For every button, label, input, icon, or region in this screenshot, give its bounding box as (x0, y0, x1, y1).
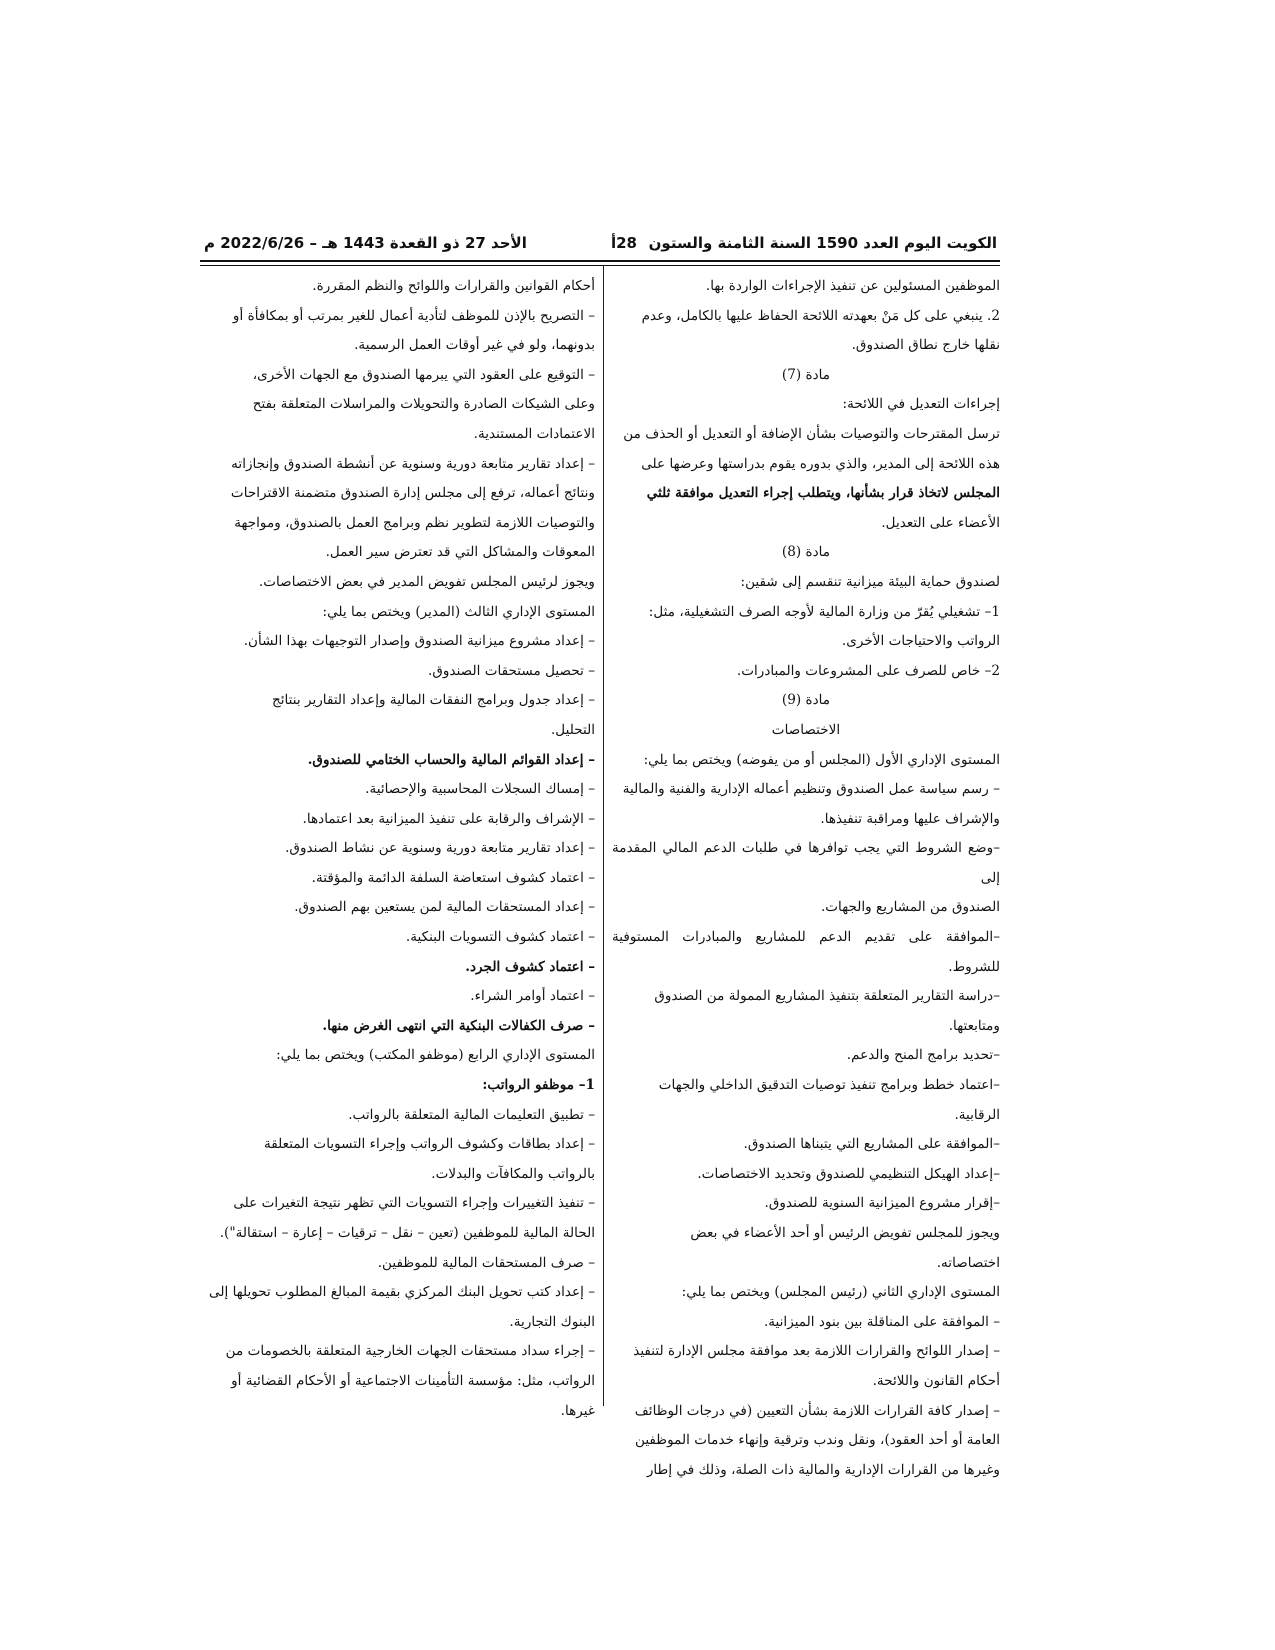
text-line: –إقرار مشروع الميزانية السنوية للصندوق. (764, 1195, 1000, 1212)
text-line: 1– موظفو الرواتب: (482, 1077, 595, 1094)
text-line: الصندوق من المشاريع والجهات. (820, 899, 1000, 916)
text-line: الاختصاصات (771, 721, 841, 738)
right-column (612, 272, 1000, 1485)
text-line: –الموافقة على تقديم الدعم للمشاريع والمبادرات المستوفية للشروط. (612, 929, 1000, 975)
header-rule (200, 260, 1000, 262)
text-line: الاعتمادات المستندية. (473, 425, 595, 442)
text-line: أحكام القوانين والقرارات واللوائح والنظم المقررة. (312, 278, 595, 294)
left-column (200, 272, 595, 1426)
text-line: – التصريح بالإذن للموظف لتأدية أعمال للغير بمرتب أو بمكافأة أو (232, 307, 595, 324)
text-line: – اعتماد كشوف استعاضة السلفة الدائمة والمؤقتة. (311, 869, 595, 886)
text-line: المستوى الإداري الأول (المجلس أو من يفوضه) ويختص بما يلي: (643, 751, 1000, 768)
text-line: نقلها خارج نطاق الصندوق. (851, 337, 1000, 354)
text-line: –إعداد الهيكل التنظيمي للصندوق وتحديد الاختصاصات. (697, 1165, 1000, 1182)
header-page-number: 28أ (610, 234, 637, 252)
text-line: لصندوق حماية البيئة ميزانية تنقسم إلى شقين: (740, 573, 1000, 590)
text-line: وغيرها من القرارات الإدارية والمالية ذات الصلة، وذلك في إطار (646, 1461, 1000, 1478)
header-publication: الكويت اليوم العدد 1590 السنة الثامنة والستون (648, 234, 997, 252)
text-line: – إعداد مشروع ميزانية الصندوق وإصدار التوجيهات بهذا الشأن. (243, 633, 595, 650)
text-line: –تحديد برامج المنح والدعم. (846, 1047, 1000, 1064)
text-line: – إعداد المستحقات المالية لمن يستعين بهم الصندوق. (294, 899, 595, 916)
text-line: غيرها. (560, 1402, 595, 1419)
text-line: – إصدار كافة القرارات اللازمة بشأن التعيين (في درجات الوظائف (634, 1402, 1000, 1419)
text-line: –الموافقة على المشاريع التي يتبناها الصندوق. (743, 1136, 1000, 1153)
text-line: – تنفيذ التغييرات وإجراء التسويات التي تظهر نتيجة التغيرات على (233, 1195, 595, 1212)
column-divider (603, 266, 604, 1406)
text-line: – إمساك السجلات المحاسبية والإحصائية. (365, 781, 595, 798)
text-line: 2– خاص للصرف على المشروعات والمبادرات. (736, 662, 1000, 679)
text-line: المستوى الإداري الثاني (رئيس المجلس) ويختص بما يلي: (681, 1284, 1000, 1301)
text-line: الموظفين المسئولين عن تنفيذ الإجراءات الواردة بها. (705, 278, 1000, 294)
text-line: – إصدار اللوائح والقرارات اللازمة بعد موافقة مجلس الإدارة لتنفيذ (633, 1343, 1000, 1360)
header-rule-thin (200, 265, 1000, 266)
page-header (204, 234, 997, 258)
text-line: – التوقيع على العقود التي يبرمها الصندوق مع الجهات الأخرى، (252, 366, 595, 383)
text-line: الأعضاء على التعديل. (881, 514, 1000, 531)
text-line: ومتابعتها. (948, 1017, 1000, 1034)
text-line: – إعداد كتب تحويل البنك المركزي بقيمة المبالغ المطلوب تحويلها إلى (209, 1284, 595, 1301)
text-line: – صرف الكفالات البنكية التي انتهى الغرض منها. (322, 1017, 595, 1034)
text-line: البنوك التجارية. (509, 1313, 595, 1330)
text-line: مادة (9) (781, 692, 831, 709)
text-line: 1– تشغيلي يُقرّ من وزارة المالية لأوجه الصرف التشغيلية، مثل: (648, 603, 1000, 620)
text-line: ويجوز للمجلس تفويض الرئيس أو أحد الأعضاء في بعض (690, 1225, 1000, 1241)
header-date: الأحد 27 ذو القعدة 1443 هـ – 2022/6/26 م (204, 234, 527, 252)
text-line: والتوصيات اللازمة لتطوير نظم وبرامج العمل بالصندوق، ومواجهة (234, 514, 595, 531)
text-line: العامة أو أحد العقود)، ونقل وندب وترقية وإنهاء خدمات الموظفين (634, 1432, 1000, 1449)
text-line: الرواتب، مثل: مؤسسة التأمينات الاجتماعية أو الأحكام القضائية أو (231, 1372, 595, 1389)
text-line: ترسل المقترحات والتوصيات بشأن الإضافة أو التعديل أو الحذف من (623, 425, 1000, 442)
text-line: والإشراف عليها ومراقبة تنفيذها. (820, 810, 1000, 827)
text-line: أحكام القانون واللائحة. (872, 1372, 1000, 1389)
text-line: التحليل. (550, 721, 595, 738)
text-line: – إجراء سداد مستحقات الجهات الخارجية المتعلقة بالخصومات من (225, 1343, 595, 1360)
text-line: المعوقات والمشاكل التي قد تعترض سير العمل. (325, 544, 595, 561)
text-line: بدونهما، ولو في غير أوقات العمل الرسمية. (354, 337, 595, 354)
text-line: بالرواتب والمكافآت والبدلات. (431, 1165, 595, 1182)
text-line: الحالة المالية للموظفين (تعين – نقل – ترقيات – إعارة – استقالة"). (219, 1225, 595, 1241)
text-line: 2. ينبغي على كل مَنْ بعهدته اللائحة الحفاظ عليها بالكامل، وعدم (641, 307, 1000, 324)
text-line: – تطبيق التعليمات المالية المتعلقة بالرواتب. (348, 1106, 595, 1123)
text-line: ونتائج أعماله، ترفع إلى مجلس إدارة الصندوق متضمنة الاقتراحات (230, 485, 595, 502)
text-line: – إعداد القوائم المالية والحساب الختامي للصندوق. (307, 751, 595, 768)
text-line: – إعداد تقارير متابعة دورية وسنوية عن نشاط الصندوق. (285, 840, 595, 857)
text-line: – اعتماد كشوف التسويات البنكية. (405, 929, 595, 946)
text-line: – الإشراف والرقابة على تنفيذ الميزانية بعد اعتمادها. (302, 810, 595, 827)
text-line: – إعداد بطاقات وكشوف الرواتب وإجراء التسويات المتعلقة (264, 1136, 595, 1153)
text-line: – صرف المستحقات المالية للموظفين. (377, 1254, 595, 1271)
text-line: المستوى الإداري الرابع (موظفو المكتب) ويختص بما يلي: (276, 1047, 595, 1064)
text-line: الرواتب والاحتياجات الأخرى. (841, 633, 1000, 650)
text-line: مادة (8) (781, 544, 831, 561)
text-line: المجلس لاتخاذ قرار بشأنها، ويتطلب إجراء التعديل موافقة ثلثي (646, 485, 1000, 502)
text-line: – إعداد جدول وبرامج النفقات المالية وإعداد التقارير بنتائج (271, 692, 595, 709)
text-line: مادة (7) (781, 366, 831, 383)
text-line: – تحصيل مستحقات الصندوق. (428, 662, 595, 679)
text-line: – رسم سياسة عمل الصندوق وتنظيم أعماله الإدارية والفنية والمالية (622, 781, 1000, 798)
text-line: – اعتماد أوامر الشراء. (470, 988, 595, 1005)
text-line: –اعتماد خطط وبرامج تنفيذ توصيات التدقيق الداخلي والجهات (658, 1077, 1000, 1094)
text-line: المستوى الإداري الثالث (المدير) ويختص بما يلي: (322, 603, 595, 620)
text-line: – اعتماد كشوف الجرد. (465, 958, 595, 975)
text-line: – إعداد تقارير متابعة دورية وسنوية عن أنشطة الصندوق وإنجازاته (231, 455, 595, 472)
text-line: الرقابية. (954, 1106, 1000, 1123)
text-line: ويجوز لرئيس المجلس تفويض المدير في بعض الاختصاصات. (258, 573, 595, 590)
text-line: وعلى الشيكات الصادرة والتحويلات والمراسلات المتعلقة بفتح (252, 396, 595, 413)
text-line: إجراءات التعديل في اللائحة: (842, 396, 1000, 413)
text-line: –دراسة التقارير المتعلقة بتنفيذ المشاريع الممولة من الصندوق (654, 988, 1000, 1005)
text-line: هذه اللائحة إلى المدير، والذي بدوره يقوم بدراستها وعرضها على (641, 455, 1000, 472)
text-line: اختصاصاته. (936, 1254, 1000, 1271)
text-line: –وضع الشروط التي يجب توافرها في طلبات الدعم المالي المقدمة إلى (612, 840, 1000, 886)
text-line: – الموافقة على المناقلة بين بنود الميزانية. (763, 1313, 1000, 1330)
